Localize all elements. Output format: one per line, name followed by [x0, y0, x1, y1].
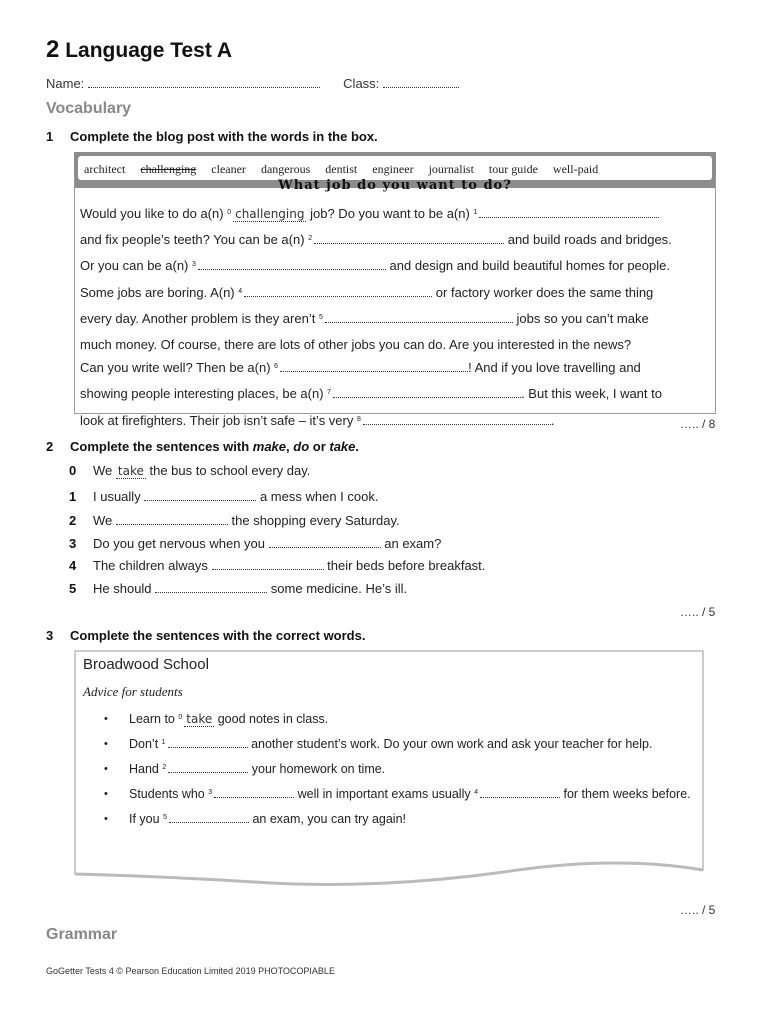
example-answer: take [117, 464, 144, 478]
word-item-used: challenging [140, 162, 197, 176]
ex3-instruction [46, 628, 365, 643]
blank[interactable] [168, 761, 248, 773]
blog-line: Can you write well? Then be a(n) [80, 360, 271, 376]
blog-post [74, 174, 716, 428]
word-item: tour guide [488, 162, 538, 176]
advice-list [104, 708, 694, 833]
sentence-post: their beds before breakfast. [327, 558, 486, 573]
ex3-instruction-text: Complete the sentences with the correct words. [70, 628, 366, 643]
advice-text: for them weeks before. [563, 787, 691, 801]
sentence-pre: We [93, 463, 113, 478]
sentence-pre: The children always [93, 558, 208, 573]
word-item: architect [84, 162, 126, 176]
school-subtitle: Advice for students [83, 684, 183, 699]
blank-5[interactable] [325, 311, 513, 323]
blog-line: look at firefighters. Their job isn’t safe – it’s very [80, 412, 354, 428]
advice-item: • Don’t $^1$ another student’s work. Do your own work and ask your teacher for help. [104, 733, 694, 758]
item-number: 4 [69, 558, 77, 573]
blank[interactable] [116, 513, 228, 525]
blank-4[interactable] [244, 285, 432, 297]
advice-text: well in important exams usually [297, 787, 471, 801]
ex2-score: ….. / 5 [680, 605, 716, 619]
advice-text: Learn to [129, 712, 175, 726]
advice-text: Hand [129, 762, 159, 776]
example-answer: take [186, 712, 213, 726]
ex2-separator: or [309, 439, 330, 454]
sentence-post: the bus to school every day. [149, 463, 311, 478]
blank[interactable] [212, 558, 324, 570]
school-title: Broadwood School [83, 656, 209, 673]
sentence-post: some medicine. He’s ill. [270, 581, 408, 596]
sentence-post: the shopping every Saturday. [231, 513, 400, 528]
blank-2[interactable] [314, 232, 504, 244]
blog-line: job? Do you want to be a(n) [310, 206, 470, 221]
blog-line: every day. Another problem is they aren’t [80, 310, 316, 326]
ex2-separator: , [286, 439, 294, 454]
blog-line: ! And if you love travelling and [468, 360, 641, 376]
blog-title: What job do you want to do? [278, 178, 512, 193]
blank[interactable] [214, 786, 294, 798]
ex1-instruction [46, 129, 378, 144]
blog-line: Would you like to do a(n) [80, 206, 224, 221]
sentence-post: a mess when I cook. [259, 489, 379, 504]
blank[interactable] [269, 536, 381, 548]
word-item: engineer [372, 162, 414, 176]
item-number: 0 [69, 463, 77, 478]
word-item: journalist [428, 162, 474, 176]
blog-line: Some jobs are boring. A(n) [80, 284, 235, 300]
grammar-heading: Grammar [46, 926, 118, 943]
advice-item: • Hand $^2$ your homework on time. [104, 758, 694, 783]
sentence-pre: We [93, 513, 113, 528]
example-answer: challenging [235, 207, 305, 221]
blank-3[interactable] [198, 258, 386, 270]
blank-8[interactable] [363, 413, 551, 425]
sentence-pre: He should [93, 581, 152, 596]
ex2-word-take: take [329, 439, 356, 454]
ex2-number: 2 [46, 439, 54, 454]
item-number: 1 [69, 489, 77, 504]
advice-item: • Learn to $^0$ take good notes in class. [104, 708, 694, 733]
advice-item: • Students who $^3$ well in important exams usually $^4$ for them weeks before. [104, 783, 694, 808]
name-blank[interactable] [88, 76, 320, 88]
word-item: dangerous [260, 162, 311, 176]
ex2-item-4 [69, 558, 485, 573]
ex2-word-do: do [293, 439, 310, 454]
sentence-pre: Do you get nervous when you [93, 536, 265, 551]
blank-7[interactable] [333, 386, 521, 398]
page-title [46, 36, 232, 64]
ex2-example [69, 463, 310, 478]
blank-6[interactable] [280, 360, 468, 372]
ex3-score: ….. / 5 [680, 903, 716, 917]
ex2-item-5 [69, 581, 407, 596]
advice-item: • If you $^5$ an exam, you can try again! [104, 808, 694, 833]
advice-text: another student’s work. Do your own work and ask your teacher for help. [251, 737, 653, 751]
sentence-pre: I usually [93, 489, 141, 504]
advice-text: If you [129, 812, 160, 826]
blog-text: Would you like to do a(n) $^0$ challenging job? Do you want to be a(n) $^1$ and fix people’s teeth? You can be a(n) $^2$ and build roads and bridges. Or you can be a(n) $^3$ and design and build beautiful homes for people. Some jobs are boring. A(n) $^4$ or factory worker does the same thing every day. Another problem is they aren’t $^5$ jobs so you can’t make much money. Of course, there are lots of other jobs you can do. Are you interested in the news? Can you write well? Then be a(n) $^6$ ! And if you love travelling and showing people interesting places, be a(n) $^7$ . But this week, I want to look at firefighters. Their job isn’t safe – it’s very $^8$ . [80, 206, 672, 428]
blog-line: and fix people’s teeth? You can be a(n) [80, 232, 305, 248]
blank[interactable] [144, 489, 256, 501]
ex1-number: 1 [46, 129, 54, 144]
class-blank[interactable] [383, 76, 459, 88]
blog-line: or factory worker does the same thing [435, 284, 654, 300]
blog-line: . [550, 412, 555, 428]
ex2-item-2 [69, 513, 400, 528]
word-item: well-paid [552, 162, 599, 176]
ex3-number: 3 [46, 628, 54, 643]
ex2-word-make: make [252, 439, 287, 454]
test-number: 2 [46, 36, 60, 63]
blank[interactable] [155, 581, 267, 593]
blank[interactable] [480, 786, 560, 798]
word-item: cleaner [211, 162, 246, 176]
sentence-post: an exam? [384, 536, 442, 551]
item-number: 5 [69, 581, 77, 596]
advice-text: an exam, you can try again! [252, 812, 407, 826]
class-label: Class: [343, 76, 380, 91]
blog-line: much money. Of course, there are lots of other jobs you can do. Are you interested in the news? [80, 337, 632, 353]
word-item: dentist [325, 162, 358, 176]
footer: GoGetter Tests 4 © Pearson Education Limited 2019 PHOTOCOPIABLE [46, 966, 335, 976]
ex2-item-3 [69, 536, 441, 551]
advice-text: Students who [129, 787, 205, 801]
blog-line: and design and build beautiful homes for people. [389, 258, 670, 274]
ex1-score: ….. / 8 [680, 417, 716, 431]
item-number: 2 [69, 513, 77, 528]
advice-text: Don’t [129, 737, 159, 751]
vocabulary-heading: Vocabulary [46, 100, 132, 117]
blog-line: showing people interesting places, be a(n) [80, 386, 324, 402]
blank-1[interactable] [479, 206, 659, 218]
blank[interactable] [168, 736, 248, 748]
name-class-row [46, 76, 459, 91]
test-title: Language Test A [65, 39, 233, 62]
blank[interactable] [169, 811, 249, 823]
ex2-instruction-text: Complete the sentences with [70, 439, 253, 454]
item-number: 3 [69, 536, 77, 551]
ex2-end: . [355, 439, 360, 454]
school-notice [74, 650, 704, 890]
ex1-instruction-text: Complete the blog post with the words in the box. [70, 129, 378, 144]
advice-text: good notes in class. [217, 712, 329, 726]
advice-text: your homework on time. [251, 762, 386, 776]
blog-line: . But this week, I want to [521, 386, 662, 402]
ex2-item-1 [69, 489, 378, 504]
name-label: Name: [46, 76, 85, 91]
blog-line: Or you can be a(n) [80, 258, 189, 274]
ex2-instruction [46, 439, 359, 454]
blog-line: and build roads and bridges. [507, 232, 672, 248]
blog-line: jobs so you can’t make [516, 310, 649, 326]
